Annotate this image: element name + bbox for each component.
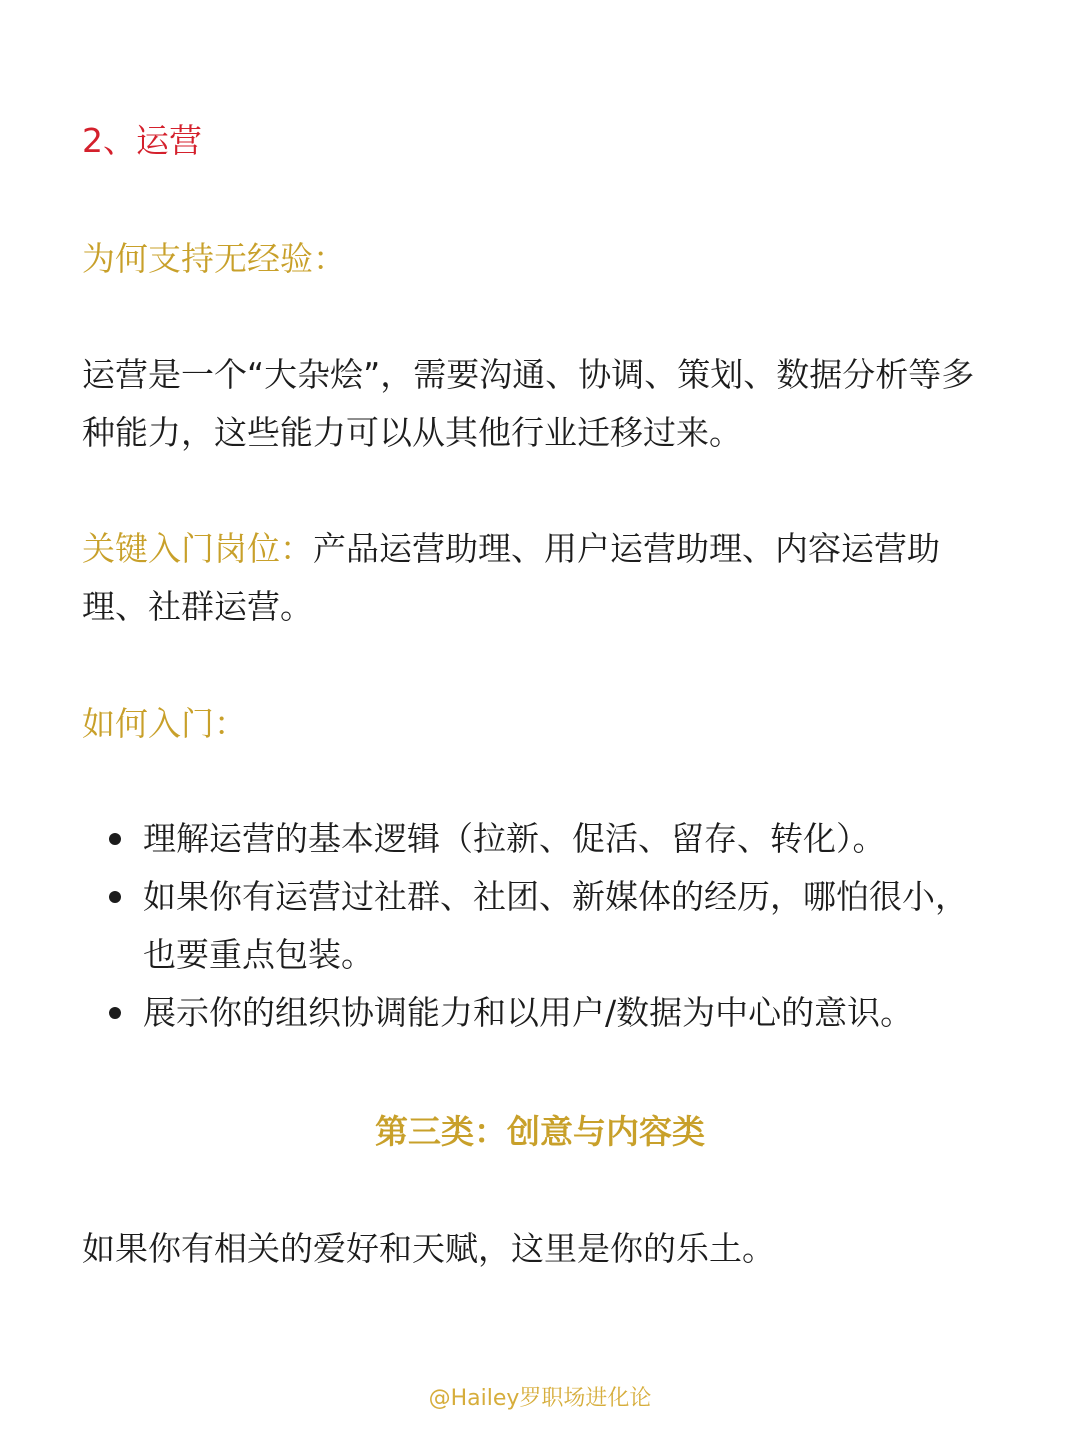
bullet-dot-icon bbox=[109, 1007, 121, 1019]
how-bullet-list bbox=[100, 810, 980, 1042]
bullet-text: 理解运营的基本逻辑（拉新、促活、留存、转化）。 bbox=[143, 819, 886, 858]
list-item bbox=[100, 810, 980, 868]
section-title: 2、运营 bbox=[82, 121, 202, 160]
bullet-text: 如果你有运营过社群、社团、新媒体的经历，哪怕很小，也要重点包装。 bbox=[143, 877, 968, 974]
positions-paragraph bbox=[82, 520, 1002, 636]
how-heading: 如何入门： bbox=[82, 704, 247, 743]
list-item bbox=[100, 984, 980, 1042]
positions-text: 产品运营助理、用户运营助理、内容运营助理、社群运营。 bbox=[82, 529, 940, 626]
bullet-text: 展示你的组织协调能力和以用户/数据为中心的意识。 bbox=[143, 993, 914, 1032]
bullet-dot-icon bbox=[109, 833, 121, 845]
watermark: @Hailey罗职场进化论 bbox=[428, 1386, 652, 1411]
bullet-dot-icon bbox=[109, 891, 121, 903]
intro-paragraph: 如果你有相关的爱好和天赋，这里是你的乐土。 bbox=[82, 1229, 775, 1268]
why-paragraph: 运营是一个“大杂烩”，需要沟通、协调、策划、数据分析等多种能力，这些能力可以从其他行业迁移过来。 bbox=[82, 355, 975, 452]
positions-label: 关键入门岗位： bbox=[82, 529, 313, 568]
category-heading: 第三类：创意与内容类 bbox=[375, 1112, 705, 1151]
why-heading: 为何支持无经验： bbox=[82, 239, 346, 278]
list-item bbox=[100, 868, 980, 984]
